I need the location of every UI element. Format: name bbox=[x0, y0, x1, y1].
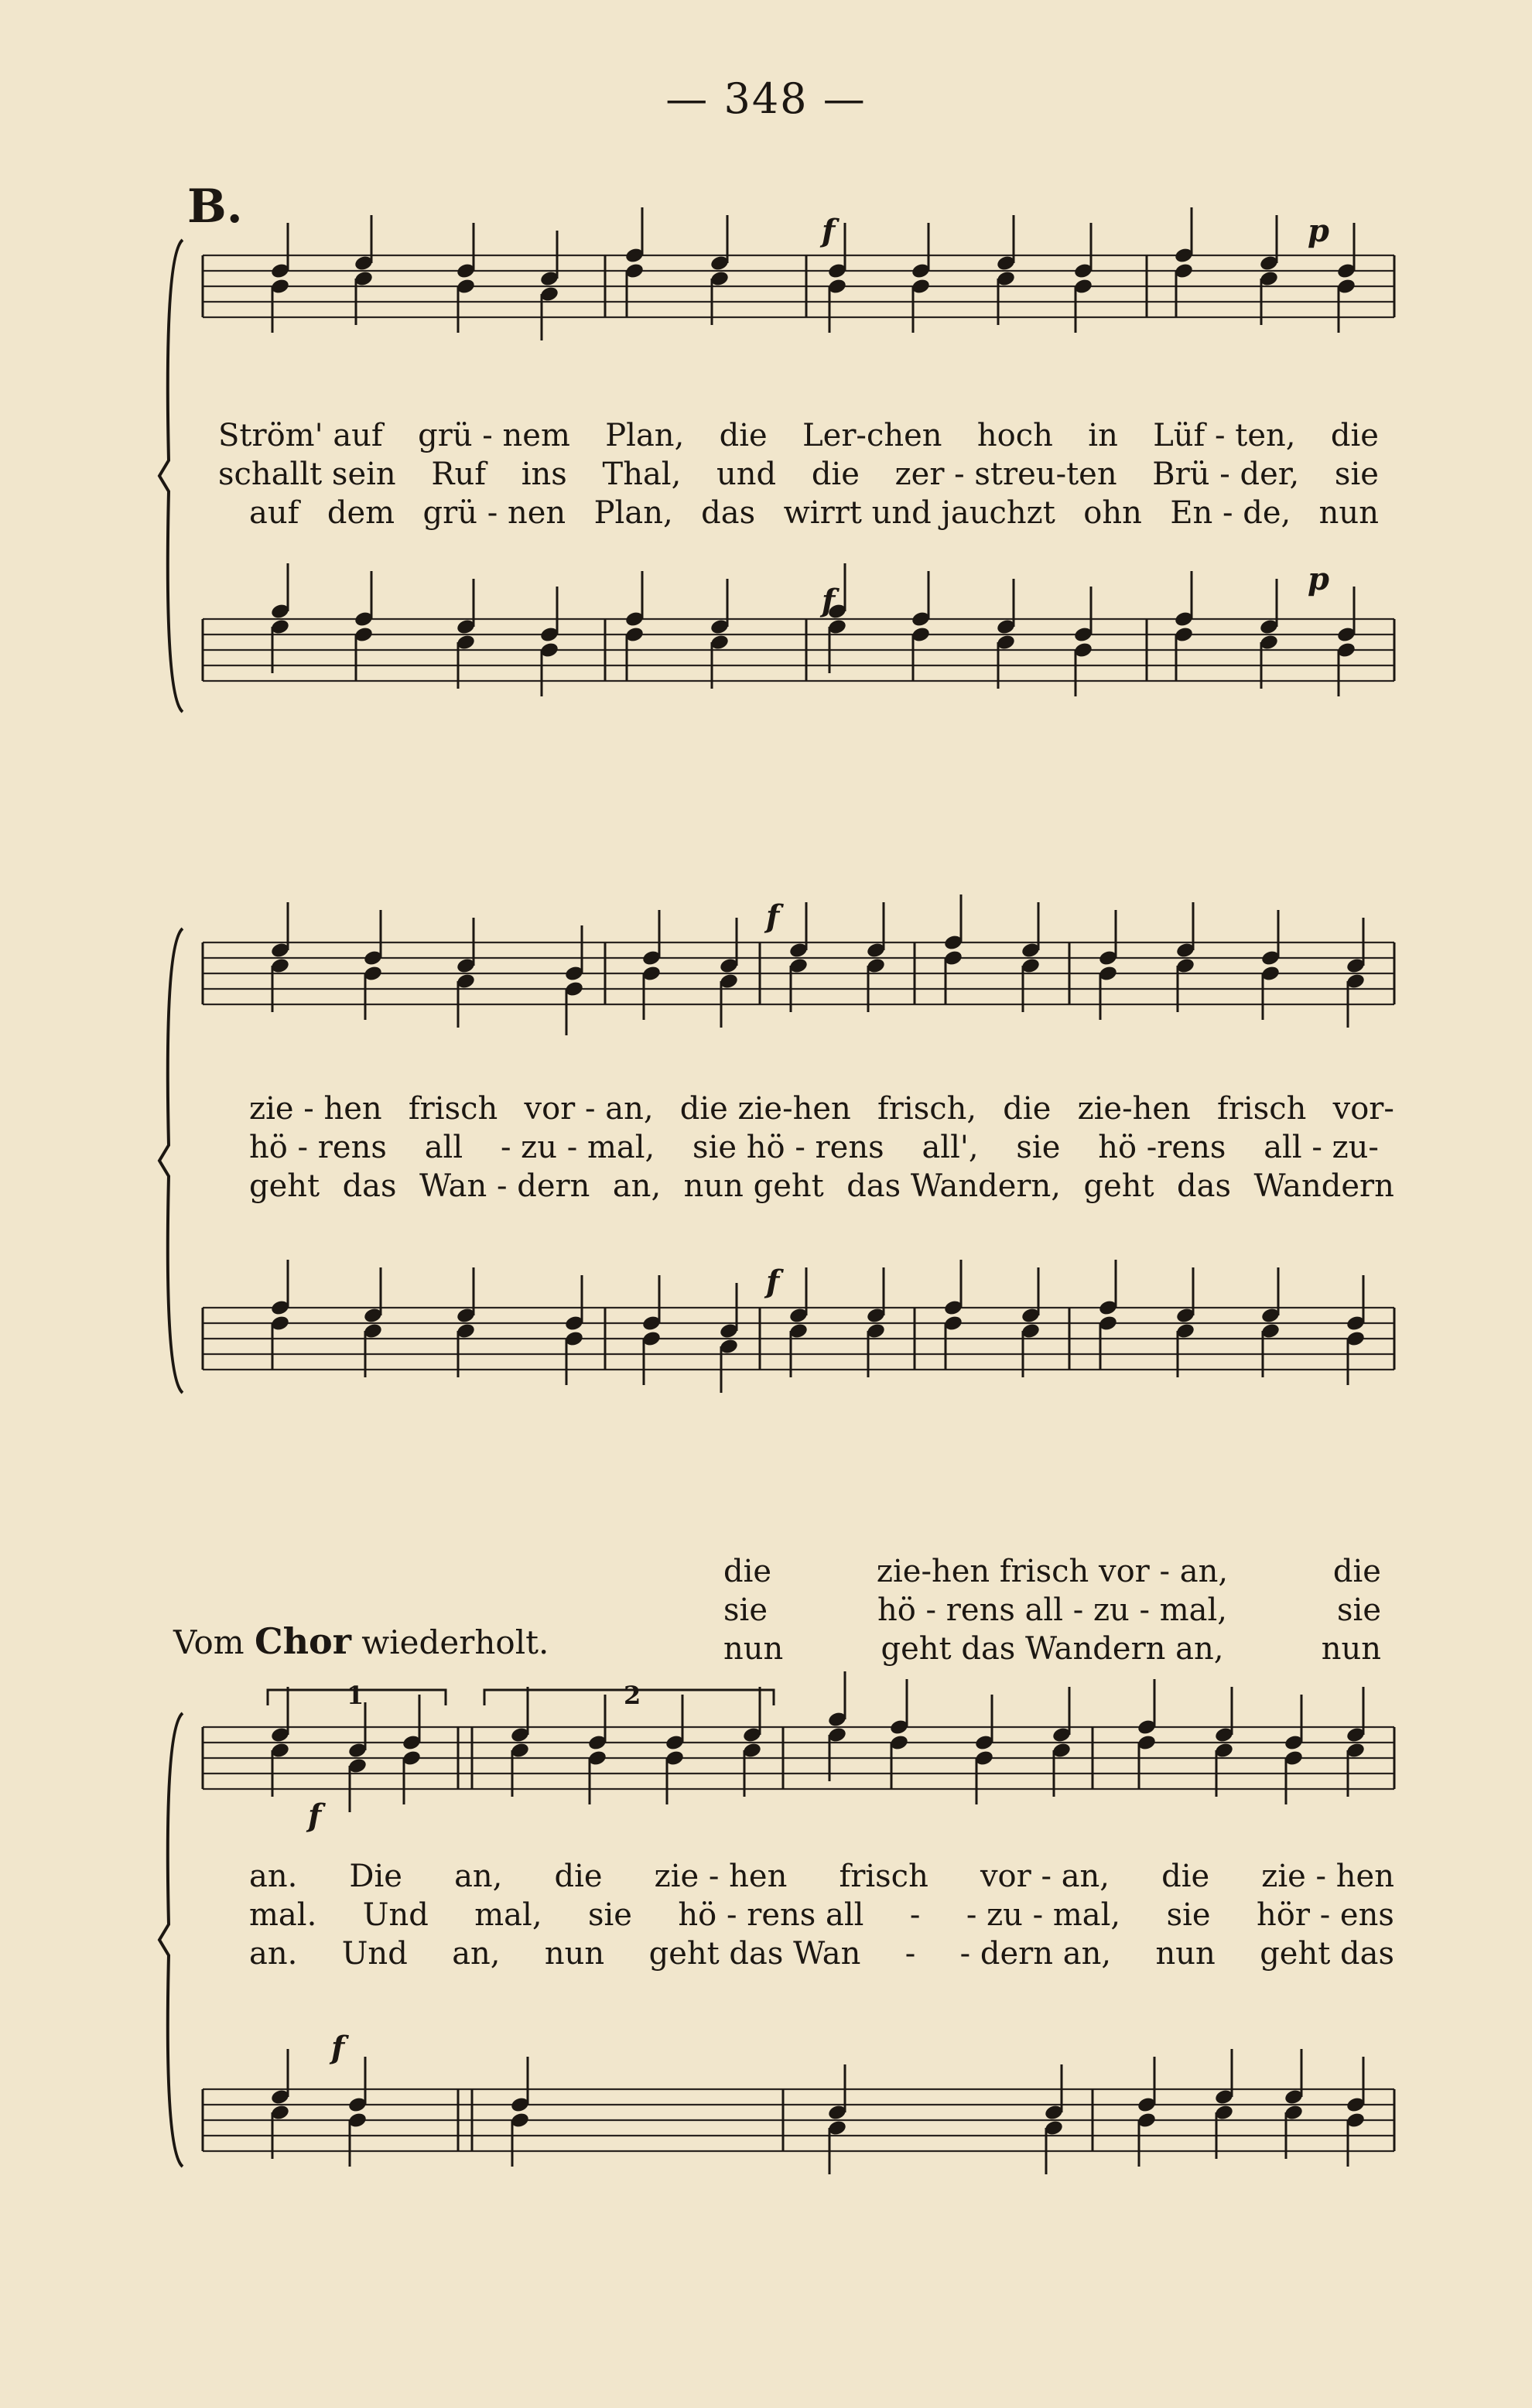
system3-dynamic-forte-lower: f bbox=[331, 2030, 345, 2066]
system3-brace bbox=[159, 1713, 183, 2167]
system2-verse-1: zie - hen frisch vor - an, die zie-hen frisch, die zie-hen frisch vor- bbox=[249, 1091, 1394, 1127]
repeat-note-chor: Chor bbox=[254, 1620, 351, 1662]
system2-verse-3: geht das Wan - dern an, nun geht das Wandern, geht das Wandern bbox=[249, 1168, 1394, 1204]
volta-2-label: 2 bbox=[624, 1681, 641, 1710]
system3-lyrics bbox=[249, 1857, 1394, 1973]
system1-upper-staff bbox=[203, 255, 1394, 317]
system2-dynamic-forte-lower: f bbox=[766, 1264, 780, 1300]
system3-pre-verse-1: die zie-hen frisch vor - an, die bbox=[723, 1554, 1381, 1589]
system3-verse-1: an. Die an, die zie - hen frisch vor - an, die zie - hen bbox=[249, 1859, 1394, 1894]
volta-1-label: 1 bbox=[347, 1681, 364, 1710]
system1-dynamic-forte-lower: f bbox=[822, 583, 836, 619]
system2-dynamic-forte-upper: f bbox=[766, 898, 780, 935]
system1-dynamic-forte-upper: f bbox=[822, 213, 836, 249]
system3-dynamic-forte-upper: f bbox=[308, 1797, 322, 1834]
system1-verse-2: schallt sein Ruf ins Thal, und die zer - streu-ten Brü - der, sie bbox=[218, 457, 1379, 492]
system2-verse-2: hö - rens all - zu - mal, sie hö - rens all', sie hö -rens all - zu- bbox=[249, 1130, 1379, 1165]
system3-verse-3: an. Und an, nun geht das Wan - - dern an, nun geht das bbox=[249, 1936, 1394, 1972]
system3-verse-2: mal. Und mal, sie hö - rens all - - zu - mal, sie hör - ens bbox=[249, 1897, 1394, 1933]
system1-lyrics bbox=[218, 416, 1379, 532]
system1-brace bbox=[159, 240, 183, 712]
system3-pre-verse-2: sie hö - rens all - zu - mal, sie bbox=[723, 1592, 1381, 1628]
system1-verse-3: auf dem grü - nen Plan, das wirrt und jauchzt ohn En - de, nun bbox=[249, 495, 1379, 531]
repeat-note: Vom Chor wiederholt. bbox=[173, 1620, 549, 1662]
system1-dynamic-piano-lower: p bbox=[1308, 561, 1329, 597]
section-label: B. bbox=[187, 180, 243, 234]
system2-brace bbox=[159, 929, 183, 1393]
system1-dynamic-piano-upper: p bbox=[1308, 213, 1329, 249]
system3-pre-lyrics bbox=[723, 1552, 1381, 1668]
system1-verse-1: Ström' auf grü - nem Plan, die Ler-chen hoch in Lüf - ten, die bbox=[218, 418, 1379, 453]
system3-pre-verse-3: nun geht das Wandern an, nun bbox=[723, 1631, 1381, 1667]
system1-lower-staff bbox=[203, 619, 1394, 681]
page-number: — 348 — bbox=[665, 74, 867, 123]
system2-lyrics bbox=[249, 1089, 1394, 1206]
